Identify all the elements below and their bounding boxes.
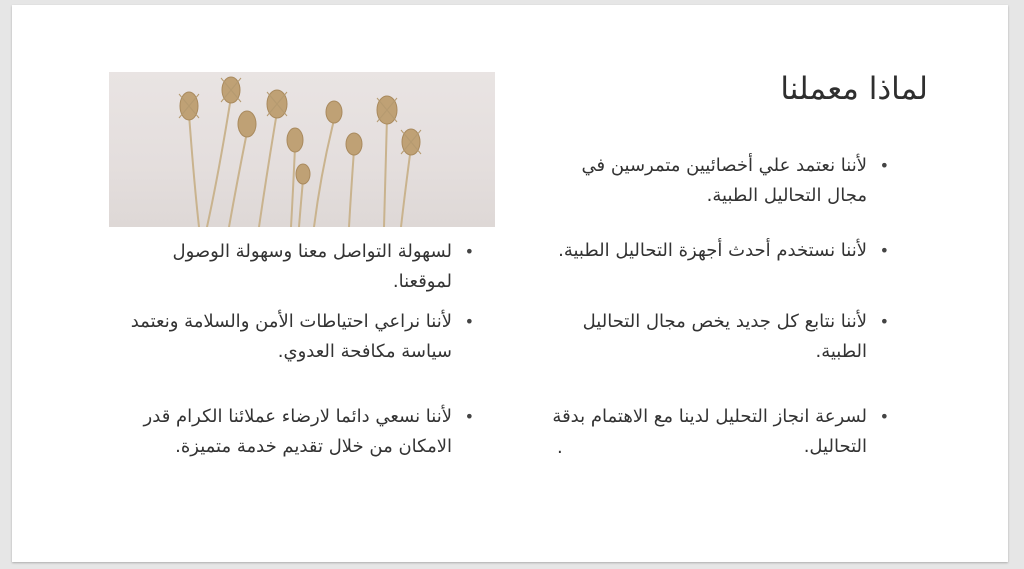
reason-item-speed [537,402,889,462]
bullet-dot-icon: • [464,312,474,331]
trailing-dot: . [557,437,563,458]
reason-item-service [112,402,474,462]
reason-item-specialists [537,151,889,211]
reason-item-access [112,237,474,297]
reason-text: لأننا نستخدم أحدث أجهزة التحاليل الطبية. [558,240,867,261]
reason-item-safety [112,307,474,367]
reason-text: لسهولة التواصل معنا وسهولة الوصول لموقعنا. [172,241,452,292]
bullet-dot-icon: • [879,312,889,331]
reason-text: لأننا نراعي احتياطات الأمن والسلامة ونعتمد سياسة مكافحة العدوي. [130,311,452,362]
reason-text: لأننا نتابع كل جديد يخص مجال التحاليل الطبية. [582,311,867,362]
dried-flowers-icon [109,72,495,227]
reason-text: لأننا نعتمد علي أخصائيين متمرسين في مجال التحاليل الطبية. [581,155,867,206]
reason-text: لسرعة انجاز التحليل لدينا مع الاهتمام بدقة التحاليل. [552,406,867,457]
slide-title: لماذا معملنا [780,71,928,107]
bullet-dot-icon: • [879,156,889,175]
reason-item-devices [537,236,889,266]
reason-item-updates [537,307,889,367]
slide-canvas [12,5,1008,562]
bullet-dot-icon: • [464,407,474,426]
bullet-dot-icon: • [879,407,889,426]
bullet-dot-icon: • [464,242,474,261]
teasel-flowers-image [109,72,495,227]
reason-text: لأننا نسعي دائما لارضاء عملائنا الكرام قدر الامكان من خلال تقديم خدمة متميزة. [143,406,452,457]
bullet-dot-icon: • [879,241,889,260]
